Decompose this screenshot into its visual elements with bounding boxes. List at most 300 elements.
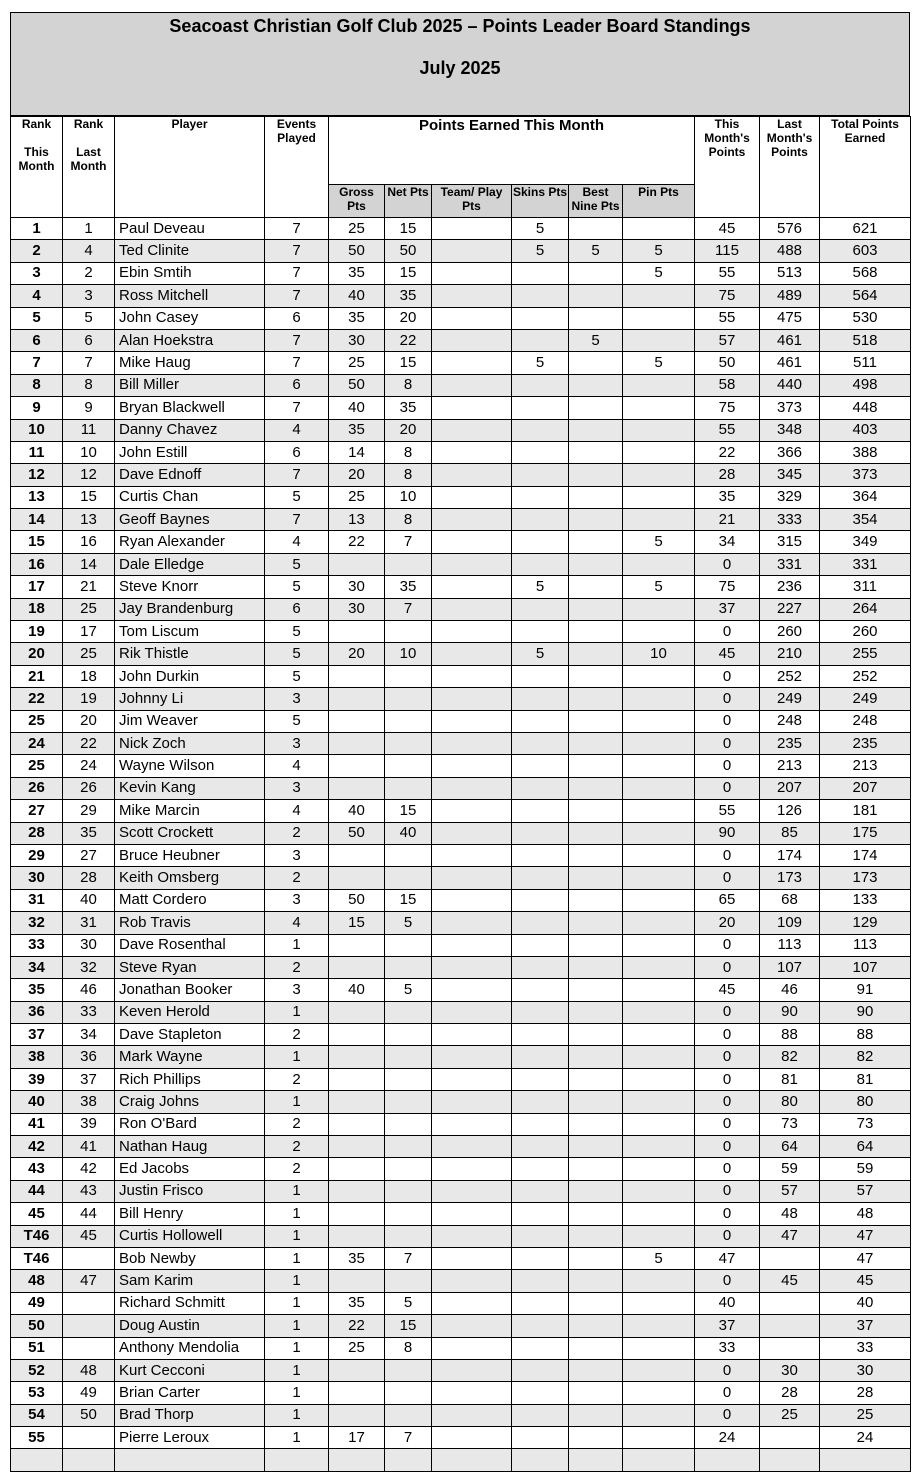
- pin-pts-cell: [623, 867, 695, 889]
- team-play-pts-cell: [432, 1359, 512, 1381]
- player-name-cell: John Estill: [115, 441, 265, 463]
- blank-cell: [265, 1449, 329, 1472]
- rank-last-month-cell: 12: [63, 464, 115, 486]
- total-points-cell: 47: [820, 1247, 911, 1269]
- last-month-points-cell: 45: [760, 1270, 820, 1292]
- rank-last-month-cell: 22: [63, 732, 115, 754]
- table-row: [11, 956, 911, 978]
- this-month-points-cell: 40: [695, 1292, 760, 1314]
- this-month-points-cell: 34: [695, 531, 760, 553]
- best-nine-pts-cell: [569, 867, 623, 889]
- last-month-points-cell: 59: [760, 1158, 820, 1180]
- gross-pts-cell: 35: [329, 1292, 385, 1314]
- total-points-cell: 248: [820, 710, 911, 732]
- total-points-cell: 564: [820, 285, 911, 307]
- skins-pts-cell: [512, 464, 569, 486]
- this-month-points-cell: 0: [695, 1068, 760, 1090]
- net-pts-cell: [385, 1091, 432, 1113]
- rank-this-month-cell: 25: [11, 755, 63, 777]
- events-played-cell: 6: [265, 307, 329, 329]
- best-nine-pts-cell: [569, 1292, 623, 1314]
- rank-this-month-cell: 8: [11, 374, 63, 396]
- rank-last-month-cell: 46: [63, 979, 115, 1001]
- net-pts-cell: 5: [385, 979, 432, 1001]
- total-points-cell: 255: [820, 643, 911, 665]
- skins-pts-cell: [512, 1247, 569, 1269]
- team-play-pts-cell: [432, 867, 512, 889]
- table-row: [11, 218, 911, 240]
- total-points-cell: 40: [820, 1292, 911, 1314]
- best-nine-pts-cell: [569, 1180, 623, 1202]
- net-pts-cell: 8: [385, 441, 432, 463]
- gross-pts-cell: 25: [329, 1337, 385, 1359]
- table-row: [11, 1024, 911, 1046]
- player-name-cell: Bryan Blackwell: [115, 397, 265, 419]
- table-row: [11, 1270, 911, 1292]
- blank-cell: [329, 1449, 385, 1472]
- rank-last-month-cell: 26: [63, 777, 115, 799]
- team-play-pts-cell: [432, 934, 512, 956]
- best-nine-pts-cell: [569, 262, 623, 284]
- total-points-cell: 28: [820, 1382, 911, 1404]
- this-month-points-cell: 0: [695, 1001, 760, 1023]
- this-month-points-cell: 0: [695, 1270, 760, 1292]
- total-points-cell: 30: [820, 1359, 911, 1381]
- this-month-points-cell: 37: [695, 1315, 760, 1337]
- net-pts-cell: 15: [385, 262, 432, 284]
- last-month-points-cell: 461: [760, 352, 820, 374]
- best-nine-pts-cell: [569, 844, 623, 866]
- last-month-points-cell: 82: [760, 1046, 820, 1068]
- player-name-cell: Bruce Heubner: [115, 844, 265, 866]
- team-play-pts-cell: [432, 352, 512, 374]
- total-points-cell: 113: [820, 934, 911, 956]
- pin-pts-cell: 5: [623, 240, 695, 262]
- this-month-points-cell: 57: [695, 329, 760, 351]
- gross-pts-cell: [329, 1068, 385, 1090]
- last-month-points-cell: 80: [760, 1091, 820, 1113]
- rank-last-month-cell: 42: [63, 1158, 115, 1180]
- rank-this-month-cell: 43: [11, 1158, 63, 1180]
- team-play-pts-cell: [432, 1091, 512, 1113]
- total-points-cell: 373: [820, 464, 911, 486]
- last-month-points-cell: 235: [760, 732, 820, 754]
- gross-pts-cell: [329, 1225, 385, 1247]
- player-name-cell: Matt Cordero: [115, 889, 265, 911]
- events-played-cell: 1: [265, 1180, 329, 1202]
- net-pts-cell: [385, 844, 432, 866]
- net-pts-cell: [385, 688, 432, 710]
- last-month-points-cell: 207: [760, 777, 820, 799]
- best-nine-pts-cell: [569, 464, 623, 486]
- player-name-cell: Ed Jacobs: [115, 1158, 265, 1180]
- table-row: [11, 262, 911, 284]
- rank-this-month-cell: 42: [11, 1136, 63, 1158]
- best-nine-pts-cell: [569, 285, 623, 307]
- events-played-cell: 3: [265, 844, 329, 866]
- total-points-cell: 24: [820, 1427, 911, 1449]
- net-pts-cell: 15: [385, 352, 432, 374]
- blank-cell: [11, 1449, 63, 1472]
- gross-pts-cell: [329, 956, 385, 978]
- last-month-points-cell: 68: [760, 889, 820, 911]
- net-pts-cell: [385, 1001, 432, 1023]
- header-events-played: Events Played: [265, 117, 329, 218]
- events-played-cell: 7: [265, 509, 329, 531]
- skins-pts-cell: [512, 262, 569, 284]
- total-points-cell: 47: [820, 1225, 911, 1247]
- rank-this-month-cell: 10: [11, 419, 63, 441]
- player-name-cell: Bill Miller: [115, 374, 265, 396]
- team-play-pts-cell: [432, 1203, 512, 1225]
- events-played-cell: 6: [265, 598, 329, 620]
- best-nine-pts-cell: [569, 1404, 623, 1426]
- team-play-pts-cell: [432, 665, 512, 687]
- rank-last-month-cell: 9: [63, 397, 115, 419]
- best-nine-pts-cell: [569, 397, 623, 419]
- table-row: [11, 1315, 911, 1337]
- rank-last-month-cell: 21: [63, 576, 115, 598]
- player-name-cell: Bob Newby: [115, 1247, 265, 1269]
- events-played-cell: 7: [265, 397, 329, 419]
- pin-pts-cell: [623, 397, 695, 419]
- title-box: [10, 12, 910, 116]
- net-pts-cell: 15: [385, 218, 432, 240]
- team-play-pts-cell: [432, 509, 512, 531]
- pin-pts-cell: [623, 777, 695, 799]
- best-nine-pts-cell: 5: [569, 240, 623, 262]
- table-row: [11, 777, 911, 799]
- skins-pts-cell: [512, 509, 569, 531]
- gross-pts-cell: [329, 732, 385, 754]
- player-name-cell: Nick Zoch: [115, 732, 265, 754]
- pin-pts-cell: [623, 329, 695, 351]
- total-points-cell: 174: [820, 844, 911, 866]
- pin-pts-cell: [623, 621, 695, 643]
- net-pts-cell: [385, 1359, 432, 1381]
- header-net-pts: Net Pts: [385, 185, 432, 218]
- this-month-points-cell: 0: [695, 732, 760, 754]
- rank-last-month-cell: [63, 1292, 115, 1314]
- events-played-cell: 6: [265, 441, 329, 463]
- rank-last-month-cell: 40: [63, 889, 115, 911]
- header-gross-pts: Gross Pts: [329, 185, 385, 218]
- total-points-cell: 48: [820, 1203, 911, 1225]
- team-play-pts-cell: [432, 598, 512, 620]
- pin-pts-cell: [623, 464, 695, 486]
- player-name-cell: Curtis Hollowell: [115, 1225, 265, 1247]
- gross-pts-cell: [329, 1136, 385, 1158]
- player-name-cell: Ryan Alexander: [115, 531, 265, 553]
- team-play-pts-cell: [432, 1247, 512, 1269]
- rank-this-month-cell: 24: [11, 732, 63, 754]
- this-month-points-cell: 0: [695, 1180, 760, 1202]
- total-points-cell: 354: [820, 509, 911, 531]
- events-played-cell: 3: [265, 777, 329, 799]
- events-played-cell: 4: [265, 800, 329, 822]
- total-points-cell: 25: [820, 1404, 911, 1426]
- last-month-points-cell: 90: [760, 1001, 820, 1023]
- pin-pts-cell: 5: [623, 1247, 695, 1269]
- events-played-cell: 7: [265, 262, 329, 284]
- skins-pts-cell: [512, 688, 569, 710]
- skins-pts-cell: [512, 621, 569, 643]
- skins-pts-cell: [512, 419, 569, 441]
- player-name-cell: Kevin Kang: [115, 777, 265, 799]
- rank-this-month-cell: 54: [11, 1404, 63, 1426]
- rank-this-month-cell: 17: [11, 576, 63, 598]
- pin-pts-cell: 5: [623, 352, 695, 374]
- team-play-pts-cell: [432, 397, 512, 419]
- total-points-cell: 260: [820, 621, 911, 643]
- rank-this-month-cell: 21: [11, 665, 63, 687]
- this-month-points-cell: 47: [695, 1247, 760, 1269]
- table-row: [11, 1247, 911, 1269]
- rank-last-month-cell: 13: [63, 509, 115, 531]
- player-name-cell: Craig Johns: [115, 1091, 265, 1113]
- team-play-pts-cell: [432, 844, 512, 866]
- team-play-pts-cell: [432, 1046, 512, 1068]
- team-play-pts-cell: [432, 307, 512, 329]
- table-row: [11, 1113, 911, 1135]
- last-month-points-cell: 249: [760, 688, 820, 710]
- best-nine-pts-cell: [569, 822, 623, 844]
- team-play-pts-cell: [432, 285, 512, 307]
- last-month-points-cell: 315: [760, 531, 820, 553]
- net-pts-cell: [385, 1180, 432, 1202]
- rank-this-month-cell: 16: [11, 553, 63, 575]
- events-played-cell: 1: [265, 1046, 329, 1068]
- last-month-points-cell: 475: [760, 307, 820, 329]
- skins-pts-cell: [512, 665, 569, 687]
- events-played-cell: 7: [265, 285, 329, 307]
- this-month-points-cell: 0: [695, 688, 760, 710]
- rank-last-month-cell: 3: [63, 285, 115, 307]
- skins-pts-cell: [512, 844, 569, 866]
- pin-pts-cell: [623, 1427, 695, 1449]
- gross-pts-cell: [329, 1203, 385, 1225]
- best-nine-pts-cell: [569, 1427, 623, 1449]
- team-play-pts-cell: [432, 1382, 512, 1404]
- pin-pts-cell: [623, 800, 695, 822]
- this-month-points-cell: 0: [695, 1158, 760, 1180]
- net-pts-cell: 40: [385, 822, 432, 844]
- total-points-cell: 403: [820, 419, 911, 441]
- skins-pts-cell: [512, 956, 569, 978]
- events-played-cell: 7: [265, 329, 329, 351]
- last-month-points-cell: 113: [760, 934, 820, 956]
- last-month-points-cell: 461: [760, 329, 820, 351]
- blank-cell: [63, 1449, 115, 1472]
- rank-last-month-cell: 2: [63, 262, 115, 284]
- table-row: [11, 285, 911, 307]
- total-points-cell: 518: [820, 329, 911, 351]
- rank-last-month-cell: 10: [63, 441, 115, 463]
- gross-pts-cell: 17: [329, 1427, 385, 1449]
- team-play-pts-cell: [432, 956, 512, 978]
- gross-pts-cell: 25: [329, 218, 385, 240]
- last-month-points-cell: 331: [760, 553, 820, 575]
- rank-this-month-cell: 4: [11, 285, 63, 307]
- best-nine-pts-cell: [569, 352, 623, 374]
- total-points-cell: 82: [820, 1046, 911, 1068]
- last-month-points-cell: 373: [760, 397, 820, 419]
- this-month-points-cell: 45: [695, 979, 760, 1001]
- gross-pts-cell: [329, 1382, 385, 1404]
- pin-pts-cell: 5: [623, 576, 695, 598]
- this-month-points-cell: 33: [695, 1337, 760, 1359]
- rank-this-month-cell: 1: [11, 218, 63, 240]
- this-month-points-cell: 55: [695, 307, 760, 329]
- header-player: Player: [115, 117, 265, 218]
- blank-cell: [760, 1449, 820, 1472]
- skins-pts-cell: [512, 441, 569, 463]
- header-rank-this-month: Rank This Month: [11, 117, 63, 218]
- gross-pts-cell: 50: [329, 822, 385, 844]
- pin-pts-cell: [623, 1136, 695, 1158]
- table-row: [11, 688, 911, 710]
- player-name-cell: Ross Mitchell: [115, 285, 265, 307]
- blank-cell: [623, 1449, 695, 1472]
- net-pts-cell: [385, 1382, 432, 1404]
- skins-pts-cell: [512, 1427, 569, 1449]
- pin-pts-cell: [623, 844, 695, 866]
- events-played-cell: 4: [265, 912, 329, 934]
- rank-this-month-cell: 48: [11, 1270, 63, 1292]
- events-played-cell: 3: [265, 889, 329, 911]
- net-pts-cell: [385, 1404, 432, 1426]
- net-pts-cell: 10: [385, 643, 432, 665]
- events-played-cell: 2: [265, 956, 329, 978]
- net-pts-cell: [385, 956, 432, 978]
- last-month-points-cell: 47: [760, 1225, 820, 1247]
- total-points-cell: 235: [820, 732, 911, 754]
- team-play-pts-cell: [432, 1337, 512, 1359]
- this-month-points-cell: 55: [695, 800, 760, 822]
- rank-this-month-cell: 25: [11, 710, 63, 732]
- skins-pts-cell: [512, 710, 569, 732]
- total-points-cell: 175: [820, 822, 911, 844]
- rank-this-month-cell: 28: [11, 822, 63, 844]
- last-month-points-cell: 88: [760, 1024, 820, 1046]
- team-play-pts-cell: [432, 889, 512, 911]
- this-month-points-cell: 20: [695, 912, 760, 934]
- team-play-pts-cell: [432, 1225, 512, 1247]
- header-skins-pts: Skins Pts: [512, 185, 569, 218]
- rank-this-month-cell: 34: [11, 956, 63, 978]
- gross-pts-cell: 40: [329, 800, 385, 822]
- pin-pts-cell: [623, 285, 695, 307]
- rank-this-month-cell: 3: [11, 262, 63, 284]
- total-points-cell: 129: [820, 912, 911, 934]
- table-row: [11, 441, 911, 463]
- events-played-cell: 1: [265, 1001, 329, 1023]
- last-month-points-cell: 210: [760, 643, 820, 665]
- net-pts-cell: [385, 1024, 432, 1046]
- this-month-points-cell: 0: [695, 956, 760, 978]
- this-month-points-cell: 35: [695, 486, 760, 508]
- total-points-cell: 88: [820, 1024, 911, 1046]
- table-row: [11, 553, 911, 575]
- player-name-cell: Dave Rosenthal: [115, 934, 265, 956]
- rank-this-month-cell: 5: [11, 307, 63, 329]
- net-pts-cell: 8: [385, 374, 432, 396]
- gross-pts-cell: 25: [329, 352, 385, 374]
- player-name-cell: Keith Omsberg: [115, 867, 265, 889]
- last-month-points-cell: 173: [760, 867, 820, 889]
- rank-this-month-cell: 55: [11, 1427, 63, 1449]
- last-month-points-cell: 81: [760, 1068, 820, 1090]
- rank-last-month-cell: 16: [63, 531, 115, 553]
- net-pts-cell: 5: [385, 912, 432, 934]
- this-month-points-cell: 0: [695, 867, 760, 889]
- last-month-points-cell: 329: [760, 486, 820, 508]
- table-row: [11, 621, 911, 643]
- last-month-points-cell: 348: [760, 419, 820, 441]
- total-points-cell: 311: [820, 576, 911, 598]
- player-name-cell: Dave Ednoff: [115, 464, 265, 486]
- rank-last-month-cell: 19: [63, 688, 115, 710]
- this-month-points-cell: 0: [695, 1203, 760, 1225]
- pin-pts-cell: [623, 598, 695, 620]
- this-month-points-cell: 75: [695, 285, 760, 307]
- table-row: [11, 352, 911, 374]
- events-played-cell: 1: [265, 1225, 329, 1247]
- team-play-pts-cell: [432, 553, 512, 575]
- total-points-cell: 59: [820, 1158, 911, 1180]
- rank-last-month-cell: 33: [63, 1001, 115, 1023]
- team-play-pts-cell: [432, 710, 512, 732]
- pin-pts-cell: [623, 307, 695, 329]
- team-play-pts-cell: [432, 1270, 512, 1292]
- rank-last-month-cell: 11: [63, 419, 115, 441]
- last-month-points-cell: 345: [760, 464, 820, 486]
- skins-pts-cell: [512, 1158, 569, 1180]
- net-pts-cell: 7: [385, 598, 432, 620]
- player-name-cell: Steve Knorr: [115, 576, 265, 598]
- pin-pts-cell: [623, 912, 695, 934]
- rank-this-month-cell: 2: [11, 240, 63, 262]
- skins-pts-cell: [512, 1180, 569, 1202]
- this-month-points-cell: 0: [695, 1113, 760, 1135]
- pin-pts-cell: [623, 1382, 695, 1404]
- blank-cell: [569, 1449, 623, 1472]
- net-pts-cell: 15: [385, 889, 432, 911]
- best-nine-pts-cell: [569, 710, 623, 732]
- last-month-points-cell: 57: [760, 1180, 820, 1202]
- total-points-cell: 91: [820, 979, 911, 1001]
- total-points-cell: 249: [820, 688, 911, 710]
- rank-this-month-cell: 52: [11, 1359, 63, 1381]
- pin-pts-cell: [623, 1337, 695, 1359]
- rank-this-month-cell: 29: [11, 844, 63, 866]
- best-nine-pts-cell: [569, 1382, 623, 1404]
- net-pts-cell: [385, 867, 432, 889]
- skins-pts-cell: [512, 912, 569, 934]
- total-points-cell: 64: [820, 1136, 911, 1158]
- last-month-points-cell: 260: [760, 621, 820, 643]
- skins-pts-cell: [512, 1136, 569, 1158]
- total-points-cell: 621: [820, 218, 911, 240]
- rank-last-month-cell: 14: [63, 553, 115, 575]
- net-pts-cell: [385, 777, 432, 799]
- player-name-cell: Mike Marcin: [115, 800, 265, 822]
- pin-pts-cell: [623, 1158, 695, 1180]
- rank-last-month-cell: 30: [63, 934, 115, 956]
- last-month-points-cell: [760, 1247, 820, 1269]
- this-month-points-cell: 0: [695, 665, 760, 687]
- events-played-cell: 1: [265, 1292, 329, 1314]
